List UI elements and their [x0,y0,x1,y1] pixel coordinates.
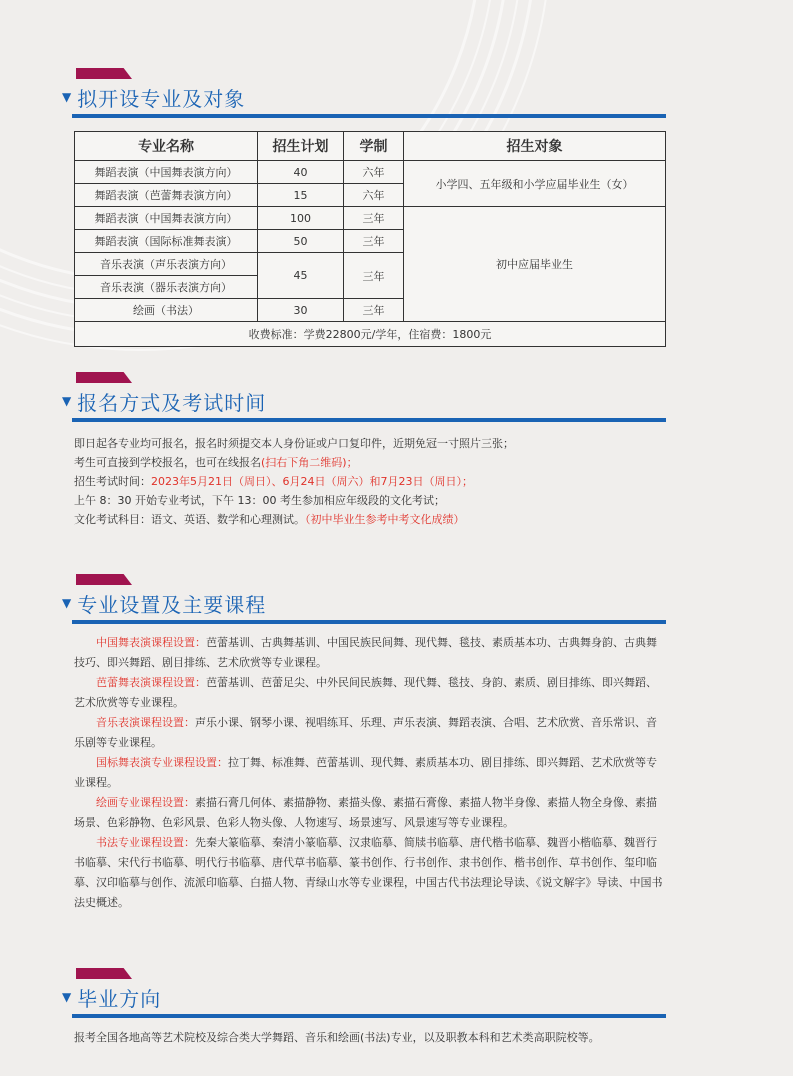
plan-count: 50 [258,230,344,253]
plan-count: 45 [258,253,344,299]
years: 三年 [344,253,404,299]
header-cell: 学制 [344,132,404,161]
years: 三年 [344,299,404,322]
section-rule [72,418,666,422]
reg-text: 文化考试科目：语文、英语、数学和心理测试。 [74,513,305,526]
section-rule [72,620,666,624]
fee-row [75,322,666,347]
registration-text [74,434,514,529]
exam-dates: 2023年5月21日（周日）、6月24日（周六）和7月23日（周日）； [151,475,473,488]
table-row [75,161,666,184]
header-cell: 专业名称 [75,132,258,161]
course-text: 芭蕾基训、芭蕾足尖、中外民间民族舞、现代舞、毯技、身韵、素质、剧目排练、即兴舞蹈、艺术欣赏等专业课程。 [74,676,657,709]
header-cell: 招生对象 [404,132,666,161]
years: 六年 [344,184,404,207]
graduation-text: 报考全国各地高等艺术院校及综合类大学舞蹈、音乐和绘画(书法)专业，以及职教本科和艺术类高职院校等。 [74,1031,600,1044]
course-text: 先秦大篆临摹、秦清小篆临摹、汉隶临摹、简牍书临摹、唐代楷书临摹、魏晋小楷临摹、魏晋行书临摹、宋代行书临摹、明代行书临摹、唐代草书临摹、篆书创作、行书创作、隶书创作、楷书创作、草书创作、玺印临摹、汉印临摹与创作、流派印临摹、白描人物、青绿山水等专业课程，中国古代书法理论导读、《说文解字》导读、中国书法史概述。 [74,836,663,909]
section-title: 报名方式及考试时间 [77,390,267,415]
triangle-icon: ▼ [62,596,72,610]
major-name: 舞蹈表演（中国舞表演方向） [75,161,258,184]
course-label: 绘画专业课程设置： [96,796,195,809]
plan-count: 100 [258,207,344,230]
reg-line: 上午 8：30 开始专业考试，下午 13：00 考生参加相应年级段的文化考试； [74,494,445,507]
section-title: 拟开设专业及对象 [77,86,246,111]
fee-standard: 收费标准：学费22800元/学年，住宿费：1800元 [75,322,666,347]
triangle-icon: ▼ [62,90,72,104]
major-name: 舞蹈表演（中国舞表演方向） [75,207,258,230]
course-text: 拉丁舞、标准舞、芭蕾基训、现代舞、素质基本功、剧目排练、即兴舞蹈、艺术欣赏等专业课程。 [74,756,657,789]
course-label: 国标舞表演专业课程设置： [96,756,228,769]
header-cell: 招生计划 [258,132,344,161]
course-item [74,753,664,793]
table-row [75,207,666,230]
years: 六年 [344,161,404,184]
section-rule [72,1014,666,1018]
course-item [74,713,664,753]
tab-marker [76,574,132,585]
course-label: 中国舞表演课程设置： [96,636,206,649]
plan-count: 15 [258,184,344,207]
triangle-icon: ▼ [62,394,72,408]
major-name: 舞蹈表演（芭蕾舞表演方向） [75,184,258,207]
qr-hint: (扫右下角二维码)； [261,456,358,469]
triangle-icon: ▼ [62,990,72,1004]
major-name: 音乐表演（声乐表演方向） [75,253,258,276]
target-primary: 小学四、五年级和小学应届毕业生（女） [404,161,666,207]
course-list [74,633,664,913]
course-label: 音乐表演课程设置： [96,716,195,729]
course-text: 声乐小课、钢琴小课、视唱练耳、乐理、声乐表演、舞蹈表演、合唱、艺术欣赏、音乐常识、音乐剧等专业课程。 [74,716,657,749]
reg-line: 即日起各专业均可报名，报名时须提交本人身份证或户口复印件，近期免冠一寸照片三张； [74,437,514,450]
major-name: 绘画（书法） [75,299,258,322]
course-label: 书法专业课程设置： [96,836,195,849]
section-title: 毕业方向 [77,986,162,1011]
major-name: 音乐表演（器乐表演方向） [75,276,258,299]
course-text: 芭蕾基训、古典舞基训、中国民族民间舞、现代舞、毯技、素质基本功、古典舞身韵、古典舞技巧、即兴舞蹈、剧目排练、艺术欣赏等专业课程。 [74,636,657,669]
tab-marker [76,968,132,979]
course-label: 芭蕾舞表演课程设置： [96,676,206,689]
plan-count: 30 [258,299,344,322]
reg-text: 招生考试时间： [74,475,151,488]
tab-marker [76,372,132,383]
course-item [74,633,664,673]
course-item [74,673,664,713]
years: 三年 [344,230,404,253]
target-junior: 初中应届毕业生 [404,207,666,322]
course-item [74,833,664,913]
junior-note: （初中毕业生参考中考文化成绩） [305,513,465,526]
course-text: 素描石膏几何体、素描静物、素描头像、素描石膏像、素描人物半身像、素描人物全身像、素描场景、色彩静物、色彩风景、色彩人物头像、人物速写、场景速写、风景速写等专业课程。 [74,796,657,829]
reg-line [74,453,514,472]
reg-line [74,510,514,529]
major-name: 舞蹈表演（国际标准舞表演） [75,230,258,253]
majors-table [74,131,666,347]
table-header-row [75,132,666,161]
plan-count: 40 [258,161,344,184]
course-item [74,793,664,833]
reg-line [74,472,514,491]
years: 三年 [344,207,404,230]
tab-marker [76,68,132,79]
section-rule [72,114,666,118]
section-title: 专业设置及主要课程 [77,592,267,617]
reg-text: 考生可直接到学校报名，也可在线报名 [74,456,261,469]
